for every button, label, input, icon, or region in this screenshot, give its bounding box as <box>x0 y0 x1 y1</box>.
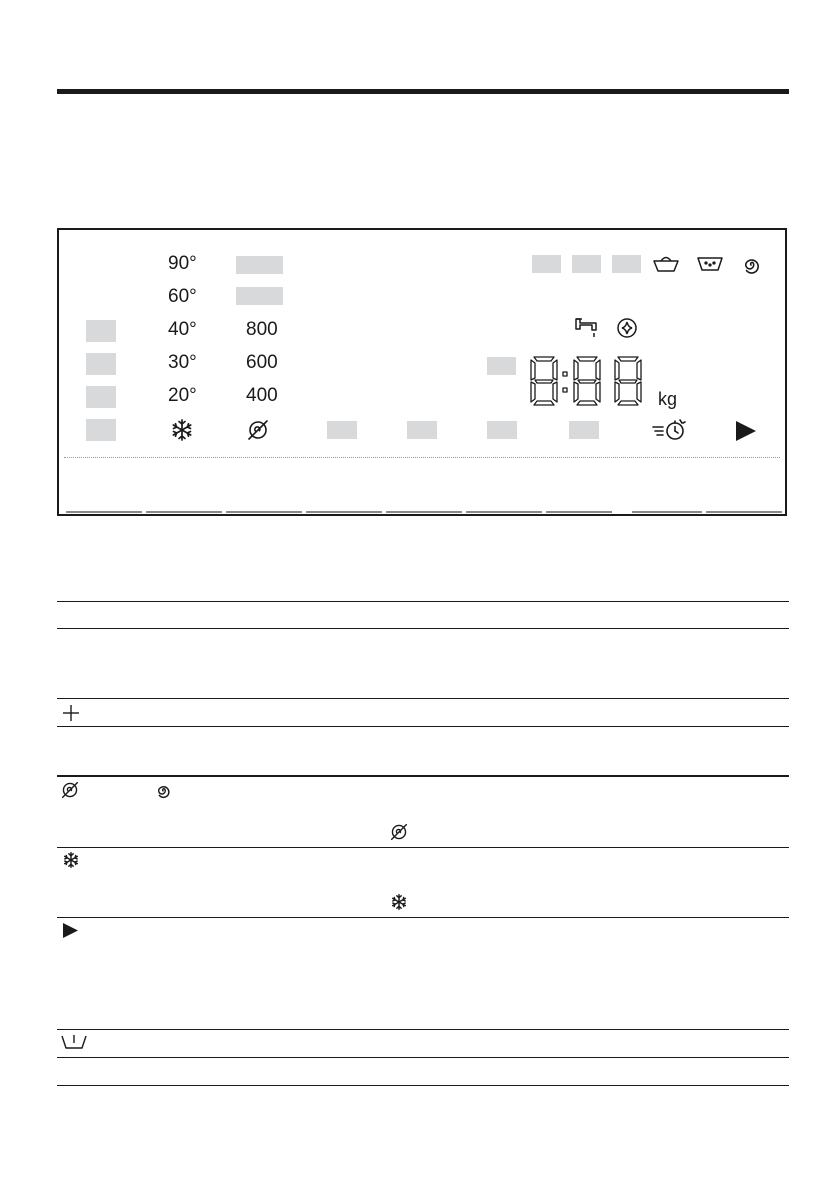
no-spin-icon <box>390 823 408 841</box>
snowflake-icon <box>391 894 407 910</box>
led-top-3 <box>612 255 641 273</box>
table-rule-9 <box>57 1057 789 1058</box>
table-rule-5 <box>57 775 789 777</box>
spin-800: 800 <box>246 319 278 340</box>
button-line-4 <box>306 511 382 513</box>
led-spin-2 <box>236 287 283 305</box>
temp-60: 60° <box>168 286 197 307</box>
table-rule-1 <box>57 601 789 602</box>
no-spin-icon <box>61 781 79 799</box>
spin-400: 400 <box>246 385 278 406</box>
temp-40: 40° <box>168 319 197 340</box>
button-line-1 <box>66 511 142 513</box>
seven-segment-display <box>530 356 646 411</box>
spin-600: 600 <box>246 352 278 373</box>
play-icon <box>736 421 756 441</box>
table-rule-2 <box>57 628 789 629</box>
led-bottom-2 <box>407 421 437 439</box>
finish-timer-icon <box>652 418 688 442</box>
temp-30: 30° <box>168 352 197 373</box>
led-left-4 <box>86 419 116 441</box>
button-line-3 <box>226 511 302 513</box>
plus-icon <box>62 704 80 722</box>
led-left-2 <box>86 353 116 375</box>
led-bottom-1 <box>327 421 357 439</box>
no-spin-icon <box>247 419 269 441</box>
temp-20: 20° <box>168 385 197 406</box>
main-wash-basin-icon <box>696 254 724 272</box>
prewash-basin-icon <box>652 253 680 273</box>
button-line-2 <box>146 511 222 513</box>
header-rule <box>57 89 789 94</box>
button-line-9 <box>706 511 782 513</box>
led-bottom-3 <box>487 421 517 439</box>
snowflake-icon <box>63 852 79 868</box>
water-tap-icon <box>574 317 600 339</box>
snowflake-icon <box>171 419 193 441</box>
temp-90: 90° <box>168 253 197 274</box>
button-line-8 <box>632 511 702 513</box>
panel-dotted-divider <box>64 457 780 458</box>
weight-unit: kg <box>658 389 678 409</box>
button-line-5 <box>386 511 462 513</box>
spin-spiral-icon <box>154 781 172 799</box>
led-left-3 <box>86 386 116 408</box>
table-rule-8 <box>57 1029 789 1030</box>
play-icon <box>63 923 78 938</box>
led-top-1 <box>532 255 561 273</box>
table-rule-10 <box>57 1085 789 1086</box>
table-rule-6 <box>57 847 789 848</box>
led-spin-1 <box>236 256 283 274</box>
table-rule-4 <box>57 726 789 727</box>
table-rule-7 <box>57 917 789 918</box>
led-top-2 <box>572 255 601 273</box>
button-line-6 <box>466 511 542 513</box>
sparkle-clean-icon <box>615 316 639 340</box>
button-line-7 <box>546 511 612 513</box>
spin-spiral-icon <box>740 253 762 275</box>
led-display <box>487 357 516 375</box>
table-rule-3 <box>57 698 789 699</box>
led-bottom-4 <box>569 421 599 439</box>
led-left-1 <box>86 320 116 342</box>
basin-icon <box>61 1034 87 1050</box>
